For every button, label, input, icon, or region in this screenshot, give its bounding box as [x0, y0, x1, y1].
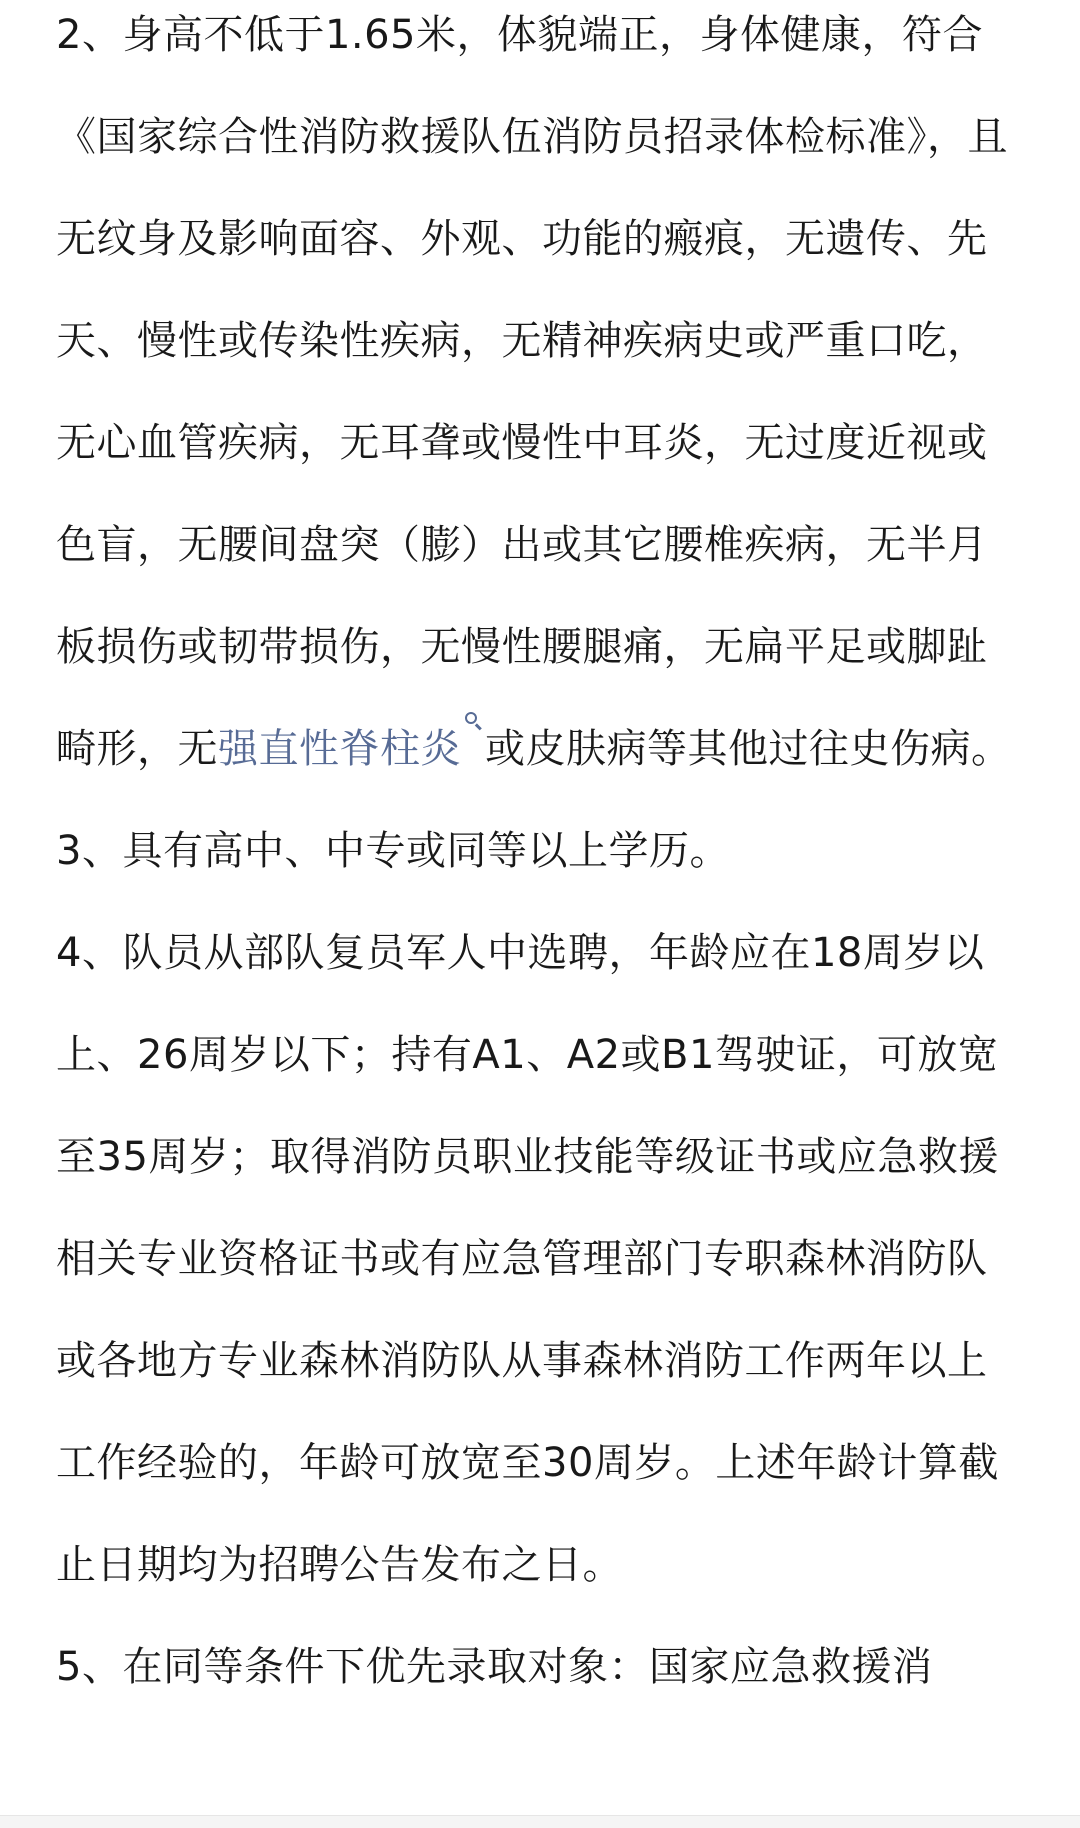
paragraph-requirement-5: 5、在同等条件下优先录取对象：国家应急救援消 — [56, 1644, 933, 1690]
search-keyword-link[interactable] — [218, 726, 485, 772]
paragraph-text: 2、身高不低于1.65米，体貌端正，身体健康，符合《国家综合性消防救援队伍消防员招录体检标准》，且无纹身及影响面容、外观、功能的瘢痕，无遗传、先天、慢性或传染性疾病，无精神疾病史或严重口吃，无心血管疾病，无耳聋或慢性中耳炎，无过度近视或色盲，无腰间盘突（膨）出或其它腰椎疾病，无半月板损伤或韧带损伤，无慢性腰腿痛，无扁平足或脚趾畸形，无 — [56, 12, 1008, 772]
bottom-divider — [0, 1815, 1080, 1828]
paragraph-requirement-4: 4、队员从部队复员军人中选聘，年龄应在18周岁以上、26周岁以下；持有A1、A2或B1驾驶证，可放宽至35周岁；取得消防员职业技能等级证书或应急救援相关专业资格证书或有应急管理部门专职森林消防队或各地方专业森林消防队从事森林消防工作两年以上工作经验的，年龄可放宽至30周岁。上述年龄计算截止日期均为招聘公告发布之日。 — [56, 930, 999, 1588]
search-keyword-link-text[interactable]: 强直性脊柱炎 — [218, 726, 461, 772]
paragraph-text: 或皮肤病等其他过往史伤病。 — [485, 726, 1012, 772]
paragraph-requirement-2 — [56, 0, 1024, 800]
article-body — [56, 0, 1024, 1718]
search-icon[interactable] — [463, 710, 485, 734]
paragraph-requirement-3: 3、具有高中、中专或同等以上学历。 — [56, 828, 730, 874]
